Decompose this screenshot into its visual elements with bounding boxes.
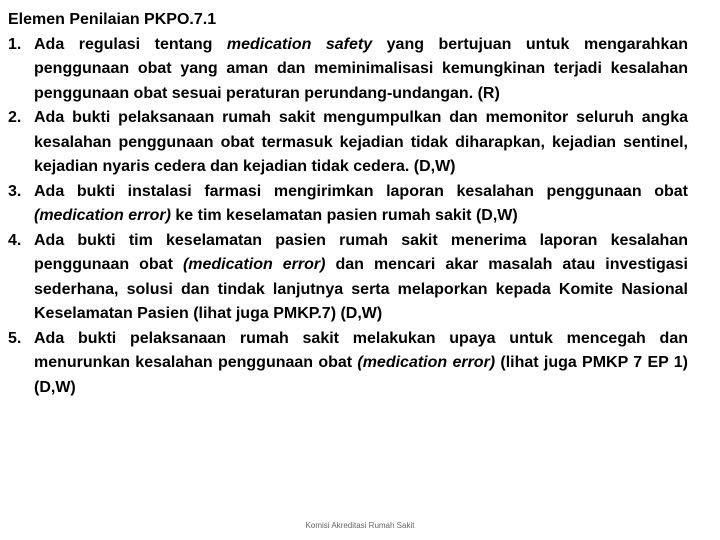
list-item xyxy=(8,327,688,401)
italic-term: medication safety xyxy=(226,35,373,53)
footer-text: Komisi Akreditasi Rumah Sakit xyxy=(305,521,415,530)
list-item-text xyxy=(34,180,688,229)
list-item-number: 4. xyxy=(8,231,22,249)
text-run: Ada bukti pelaksanaan rumah sakit mengumpulkan dan memonitor seluruh angka kesalahan penggunaan obat termasuk kejadian tidak diharapkan, kejadian sentinel, kejadian nyaris cedera dan kejadian tidak cedera. (D,W) xyxy=(34,109,688,175)
list-item-text xyxy=(34,106,688,180)
italic-term: (medication error) xyxy=(182,256,326,273)
list-item xyxy=(8,106,688,180)
list-item xyxy=(8,33,688,107)
text-run: Ada bukti tim keselamatan pasien rumah sakit menerima laporan kesalahan penggunaan obat xyxy=(34,231,688,273)
text-run: Ada bukti pelaksanaan rumah sakit melakukan upaya untuk mencegah dan menurunkan kesalahan penggunaan obat xyxy=(34,329,688,371)
list-item-text xyxy=(34,327,688,401)
list-item-number: 3. xyxy=(8,182,22,200)
list-item xyxy=(8,229,688,327)
list-item-number: 1. xyxy=(8,35,22,53)
text-run: dan mencari akar masalah atau investigasi sederhana, solusi dan tindak lanjutnya serta melaporkan kepada Komite Nasional Keselamatan Pasien (lihat juga PMKP.7) (D,W) xyxy=(34,256,688,322)
text-run: (lihat juga PMKP 7 EP 1) (D,W) xyxy=(34,354,688,396)
text-run: ke tim keselamatan pasien rumah sakit (D,W) xyxy=(170,207,518,224)
list-item-text xyxy=(34,33,688,107)
list-item-number: 2. xyxy=(8,109,22,126)
list-item xyxy=(8,180,688,229)
list-item-text xyxy=(34,229,688,327)
criteria-list xyxy=(8,33,688,401)
italic-term: (medication error) xyxy=(357,354,496,371)
text-run: Ada bukti instalasi farmasi mengirimkan laporan kesalahan penggunaan obat xyxy=(34,182,688,200)
text-run: Ada regulasi tentang xyxy=(34,35,227,53)
slide-content xyxy=(8,8,688,400)
list-item-number: 5. xyxy=(8,329,22,347)
text-run: yang bertujuan untuk mengarahkan penggunaan obat yang aman dan meminimalisasi kemungkinan terjadi kesalahan penggunaan obat sesuai peraturan perundang-undangan. (R) xyxy=(34,35,689,102)
page-title: Elemen Penilaian PKPO.7.1 xyxy=(8,11,217,28)
italic-term: (medication error) xyxy=(34,207,171,224)
